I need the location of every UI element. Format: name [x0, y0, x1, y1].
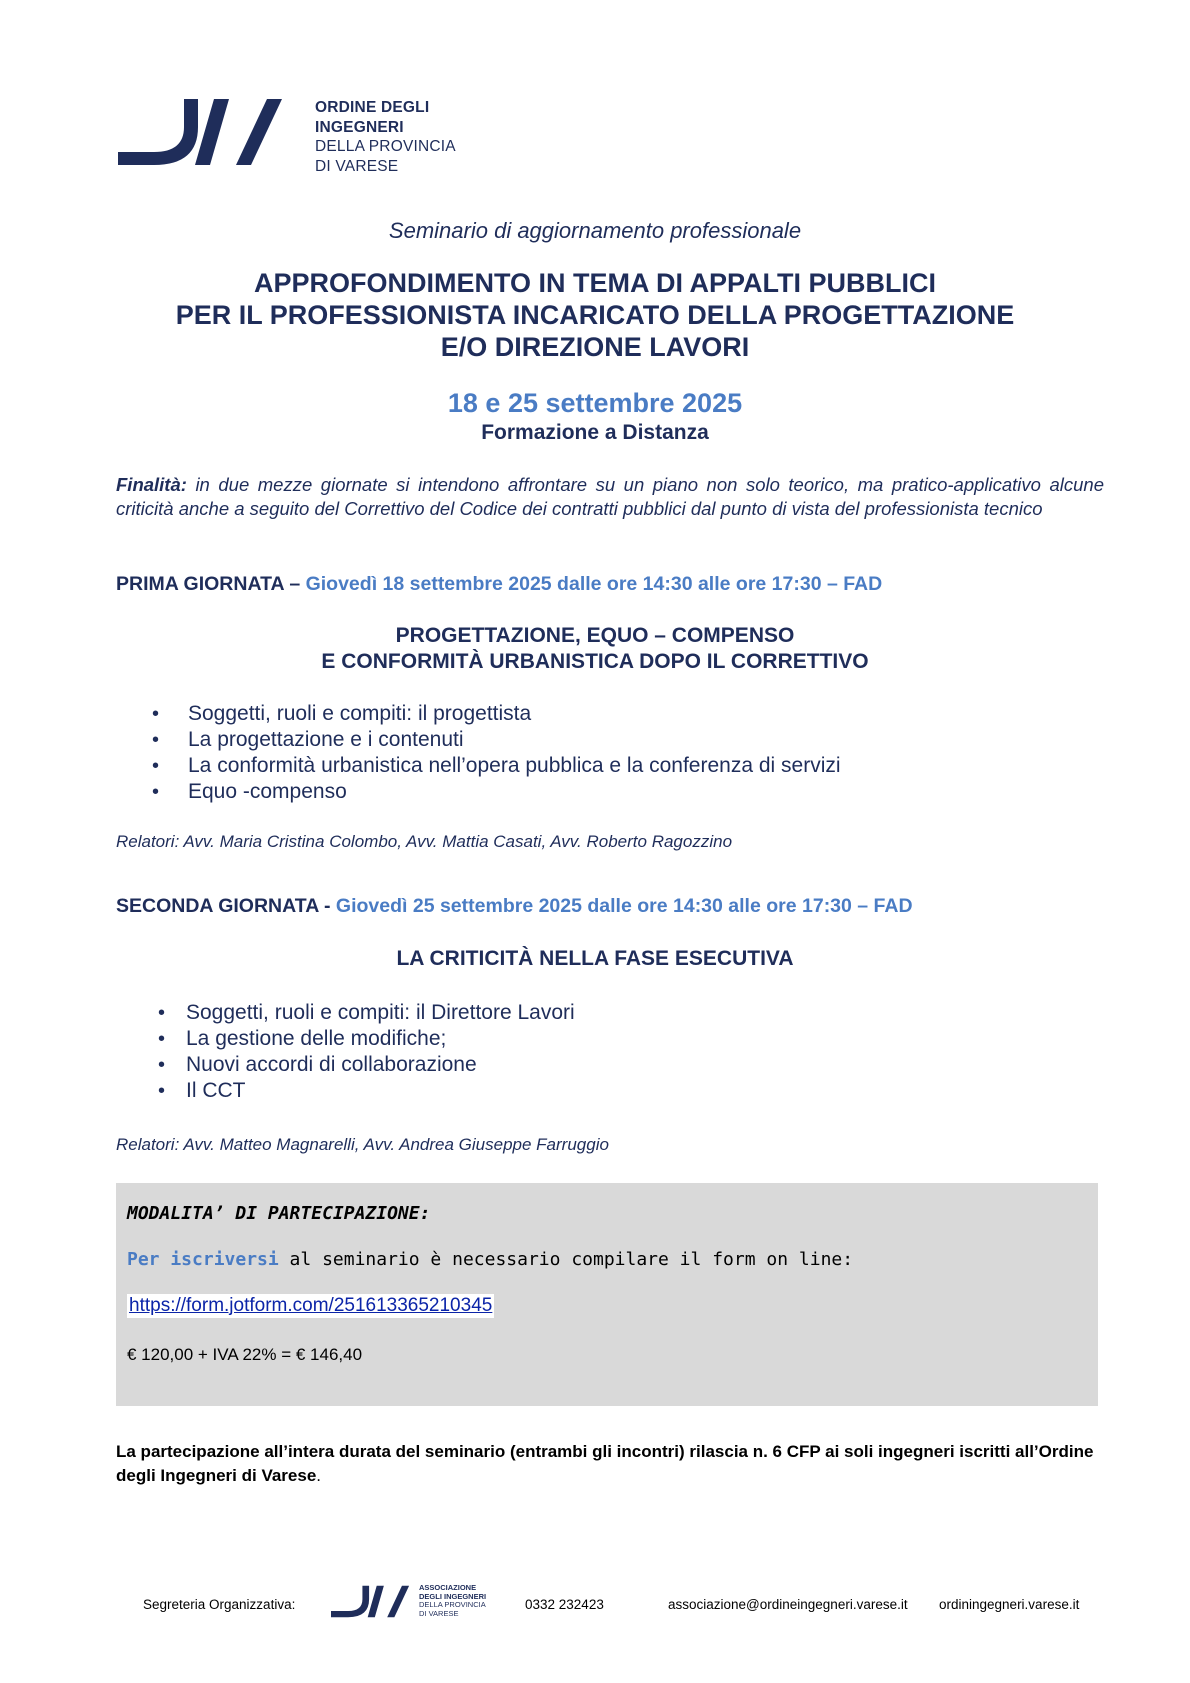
logo-text-line: INGEGNERI	[315, 118, 404, 136]
seminar-title	[0, 267, 1190, 363]
registration-highlight: Per iscriversi	[127, 1249, 279, 1270]
seminar-title-line: APPROFONDIMENTO IN TEMA DI APPALTI PUBBLICI	[253, 268, 936, 298]
footer-website: ordiningegneri.varese.it	[939, 1597, 1080, 1612]
associazione-logo-text	[419, 1584, 486, 1618]
purpose-paragraph	[116, 473, 1104, 521]
purpose-text: in due mezze giornate si intendono affrontare su un piano non solo teorico, ma pratico-applicativo alcune criticità anche a seguito del Correttivo del Codice dei contratti pubblici dal punto di vista del professionista tecnico	[116, 474, 1104, 519]
associazione-logo-mark	[331, 1585, 411, 1619]
seminar-title-line: PER IL PROFESSIONISTA INCARICATO DELLA PROGETTAZIONE	[175, 300, 1015, 330]
list-item: • Equo -compenso	[152, 779, 841, 805]
registration-instructions	[127, 1249, 853, 1270]
seminar-format: Formazione a Distanza	[481, 421, 709, 444]
day1-session-title-line: E CONFORMITÀ URBANISTICA DOPO IL CORRETTIVO	[321, 650, 869, 673]
day2-label: SECONDA GIORNATA -	[116, 895, 336, 917]
day1-when: Giovedì 18 settembre 2025 dalle ore 14:30 alle ore 17:30 – FAD	[305, 573, 883, 595]
logo-text-line: DI VARESE	[315, 157, 399, 175]
list-item: • La conformità urbanistica nell’opera pubblica e la conferenza di servizi	[152, 753, 841, 779]
ordine-ingegneri-logo-mark	[118, 99, 286, 167]
price-text: € 120,00 + IVA 22% = € 146,40	[127, 1345, 363, 1364]
logo-text-line: DELLA PROVINCIA	[315, 138, 456, 155]
list-item: • Soggetti, ruoli e compiti: il Direttore Lavori	[158, 1000, 575, 1026]
day1-heading	[116, 573, 882, 596]
day1-session-title-line: PROGETTAZIONE, EQUO – COMPENSO	[395, 624, 795, 647]
ordine-ingegneri-logo-text	[315, 98, 456, 176]
day2-when: Giovedì 25 settembre 2025 dalle ore 14:30 alle ore 17:30 – FAD	[335, 895, 913, 917]
day2-speakers: Relatori: Avv. Matteo Magnarelli, Avv. Andrea Giuseppe Farruggio	[116, 1135, 609, 1154]
footer-phone: 0332 232423	[525, 1597, 604, 1612]
footer-logo-line: DEGLI INGEGNERI	[419, 1591, 487, 1601]
list-item: • Il CCT	[158, 1078, 575, 1104]
footer-secretariat-label: Segreteria Organizzativa:	[143, 1597, 296, 1612]
day2-session-title: LA CRITICITÀ NELLA FASE ESECUTIVA	[396, 947, 794, 970]
participation-heading: MODALITA’ DI PARTECIPAZIONE:	[127, 1203, 431, 1224]
cfp-note	[116, 1440, 1104, 1488]
cfp-note-period: .	[316, 1466, 322, 1485]
cfp-note-text: La partecipazione all’intera durata del seminario (entrambi gli incontri) rilascia n. 6 CFP ai soli ingegneri iscritti all’Ordine degli Ingegneri di Varese	[116, 1442, 1094, 1485]
day2-topic-list	[158, 1000, 575, 1104]
footer-logo-line: DI VARESE	[419, 1608, 459, 1618]
seminar-subtitle: Seminario di aggiornamento professionale	[388, 218, 802, 243]
purpose-label: Finalità:	[116, 474, 187, 495]
registration-form-link[interactable]: https://form.jotform.com/251613365210345	[129, 1295, 493, 1316]
seminar-title-line: E/O DIREZIONE LAVORI	[440, 332, 750, 362]
list-item: • Soggetti, ruoli e compiti: il progettista	[152, 701, 841, 727]
day2-heading	[116, 895, 913, 918]
list-item: • Nuovi accordi di collaborazione	[158, 1052, 575, 1078]
day1-session-title	[0, 623, 1190, 675]
footer-email: associazione@ordineingegneri.varese.it	[668, 1597, 908, 1612]
footer-logo-line: DELLA PROVINCIA	[419, 1600, 486, 1609]
day1-topic-list	[152, 701, 841, 805]
registration-text: al seminario è necessario compilare il form on line:	[278, 1249, 854, 1270]
footer-logo-line: ASSOCIAZIONE	[419, 1583, 477, 1592]
list-item: • La gestione delle modifiche;	[158, 1026, 575, 1052]
day1-label: PRIMA GIORNATA –	[116, 573, 306, 595]
logo-text-line: ORDINE DEGLI	[315, 99, 430, 116]
day1-speakers: Relatori: Avv. Maria Cristina Colombo, Avv. Mattia Casati, Avv. Roberto Ragozzino	[116, 832, 733, 851]
list-item: • La progettazione e i contenuti	[152, 727, 841, 753]
seminar-dates: 18 e 25 settembre 2025	[447, 388, 743, 418]
